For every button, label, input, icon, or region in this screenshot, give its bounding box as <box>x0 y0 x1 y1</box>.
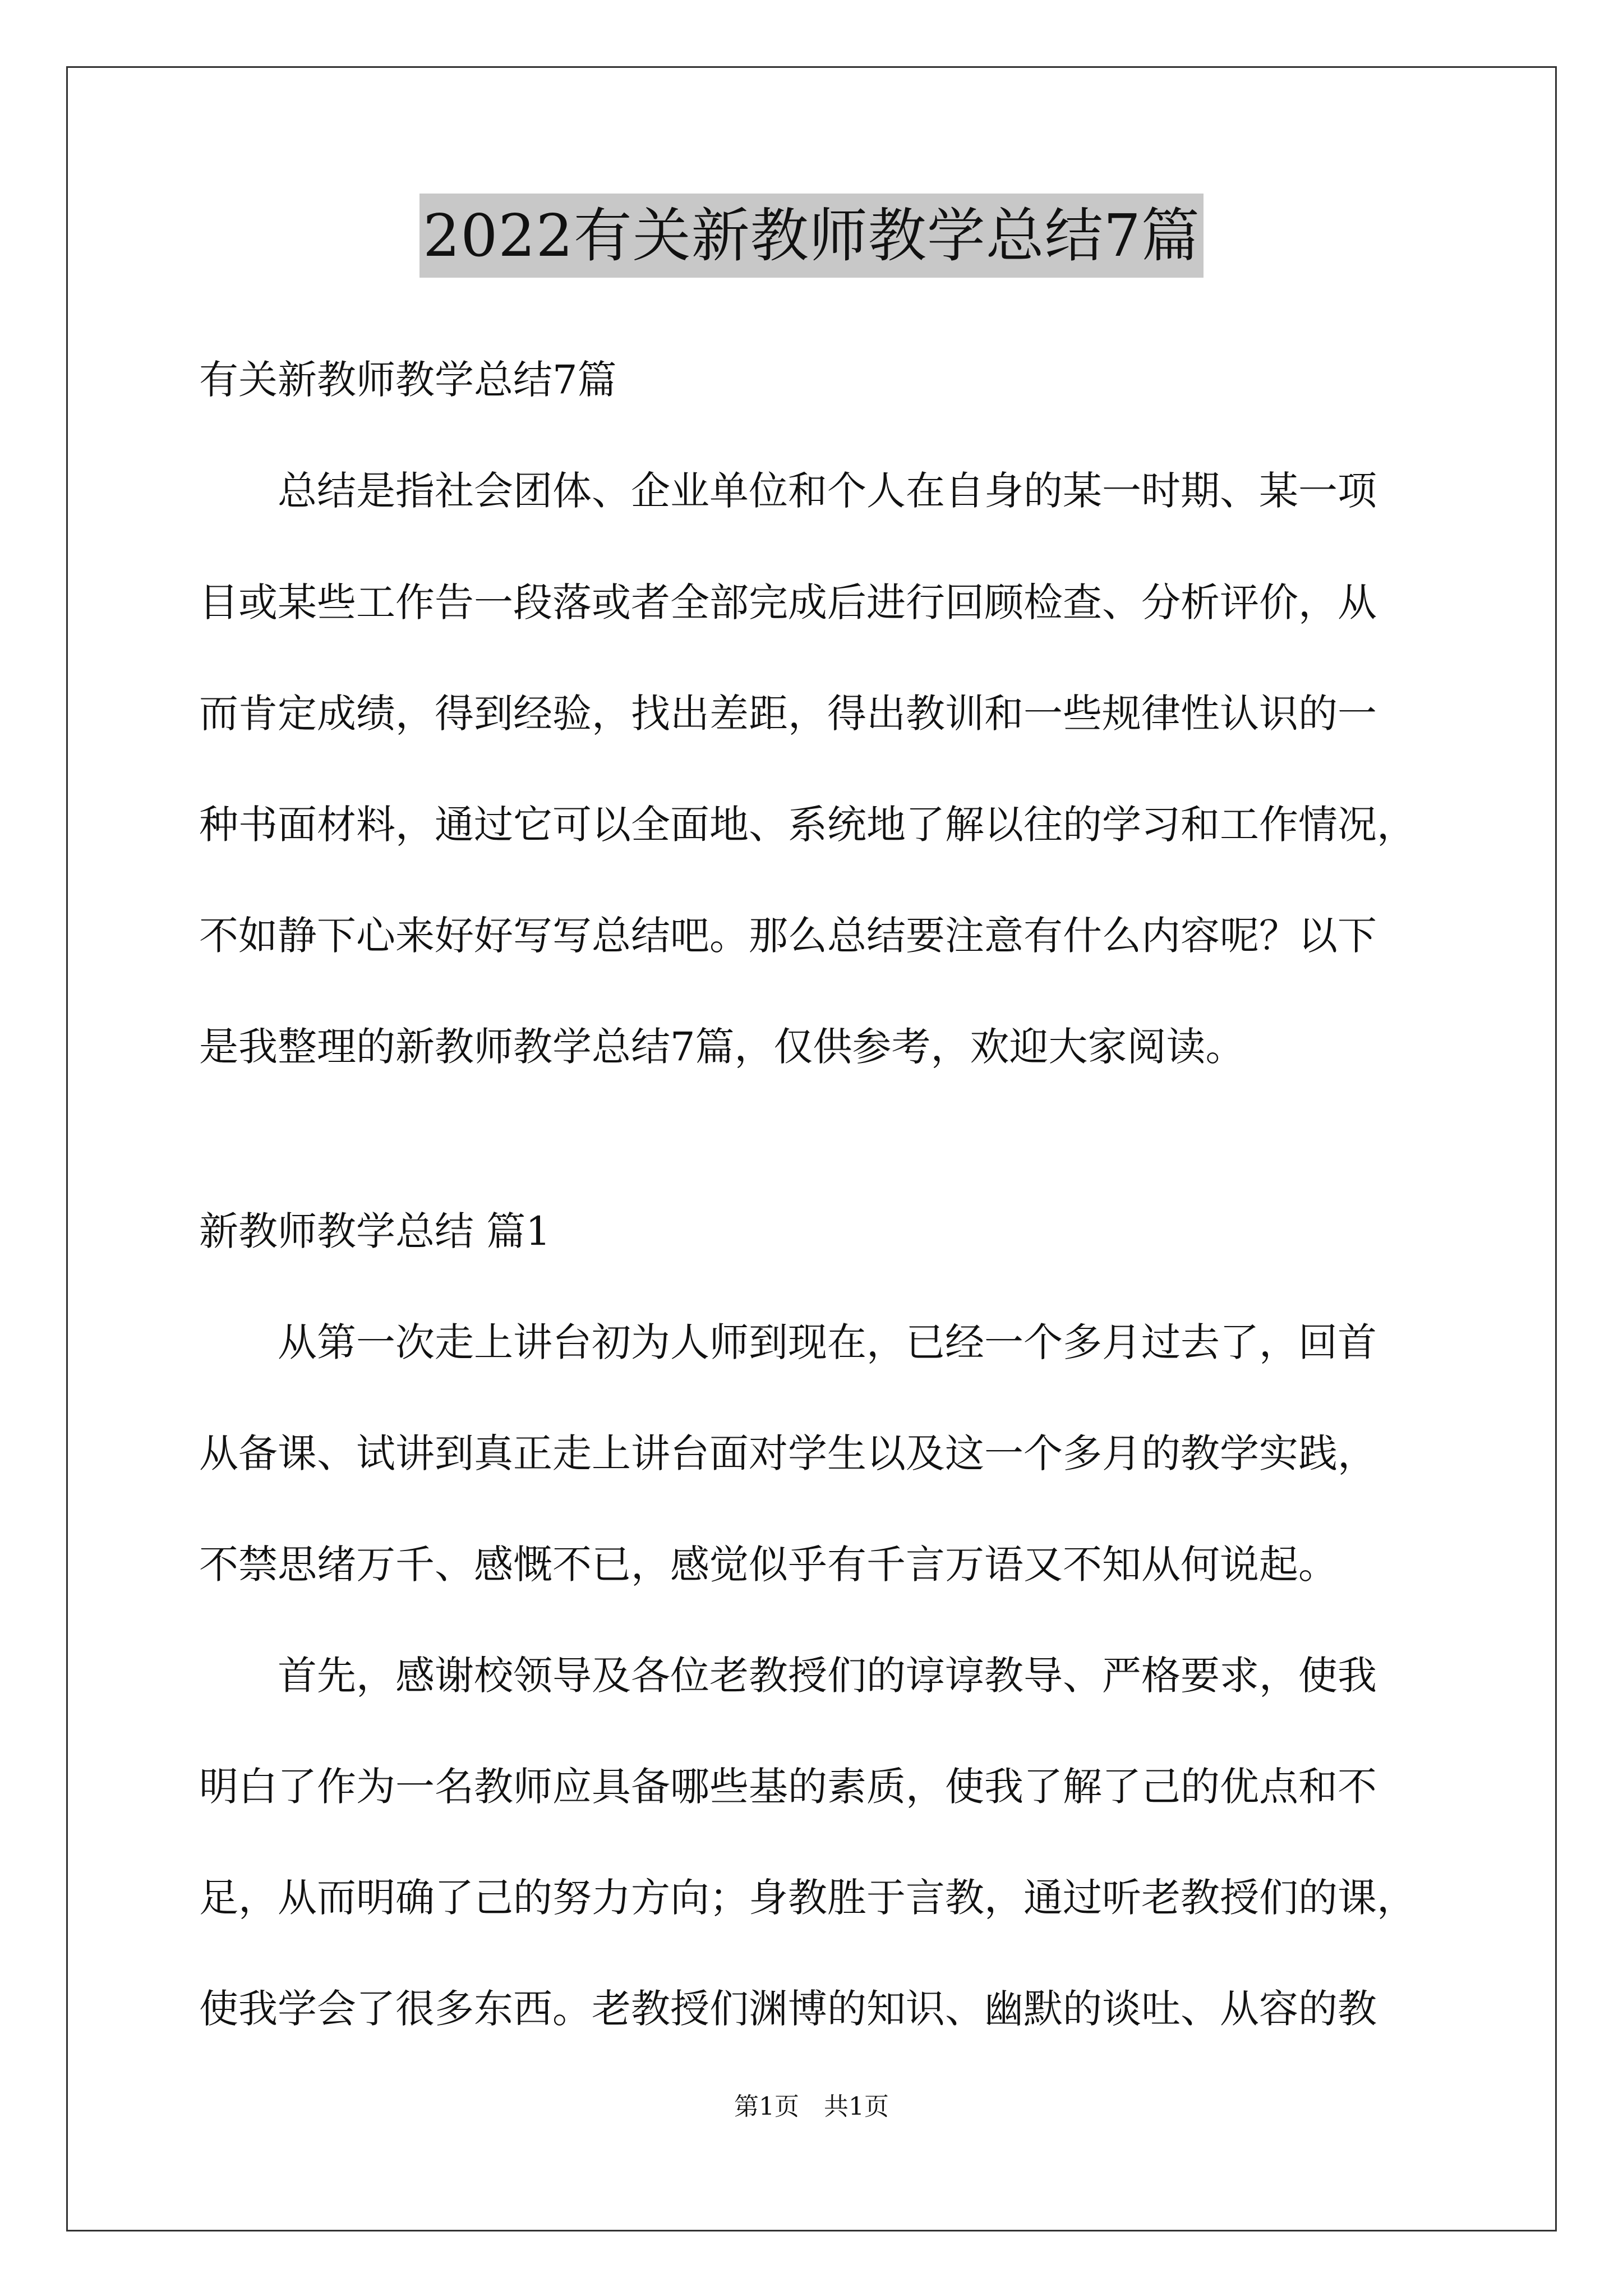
intro-line-6: 是我整理的新教师教学总结7篇，仅供参考，欢迎大家阅读。 <box>199 1024 1245 1070</box>
section1-line-5: 明白了作为一名教师应具备哪些基的素质，使我了解了己的优点和不 <box>199 1764 1377 1810</box>
intro-line-2: 目或某些工作告一段落或者全部完成后进行回顾检查、分析评价，从 <box>199 579 1377 625</box>
section-heading: 新教师教学总结 篇1 <box>199 1208 551 1254</box>
section1-line-7: 使我学会了很多东西。老教授们渊博的知识、幽默的谈吐、从容的教 <box>199 1986 1377 2032</box>
section1-line-1: 从第一次走上讲台初为人师到现在，已经一个多月过去了，回首 <box>199 1319 1377 1365</box>
section1-line-3: 不禁思绪万千、感慨不已，感觉似乎有千言万语又不知从何说起。 <box>199 1542 1338 1588</box>
title-container <box>0 194 1623 278</box>
section1-line-4: 首先，感谢校领导及各位老教授们的谆谆教导、严格要求，使我 <box>199 1653 1377 1699</box>
intro-line-4: 种书面材料，通过它可以全面地、系统地了解以往的学习和工作情况， <box>199 802 1416 848</box>
document-title: 2022有关新教师教学总结7篇 <box>419 194 1204 278</box>
intro-line-3: 而肯定成绩，得到经验，找出差距，得出教训和一些规律性认识的一 <box>199 691 1377 737</box>
document-subtitle: 有关新教师教学总结7篇 <box>199 357 617 403</box>
intro-line-5: 不如静下心来好好写写总结吧。那么总结要注意有什么内容呢？以下 <box>199 913 1377 959</box>
section1-line-2: 从备课、试讲到真正走上讲台面对学生以及这一个多月的教学实践， <box>199 1430 1377 1476</box>
section1-line-6: 足，从而明确了己的努力方向；身教胜于言教，通过听老教授们的课， <box>199 1875 1416 1921</box>
page-number-footer: 第1页 共1页 <box>734 2092 889 2121</box>
intro-line-1: 总结是指社会团体、企业单位和个人在自身的某一时期、某一项 <box>199 468 1377 514</box>
